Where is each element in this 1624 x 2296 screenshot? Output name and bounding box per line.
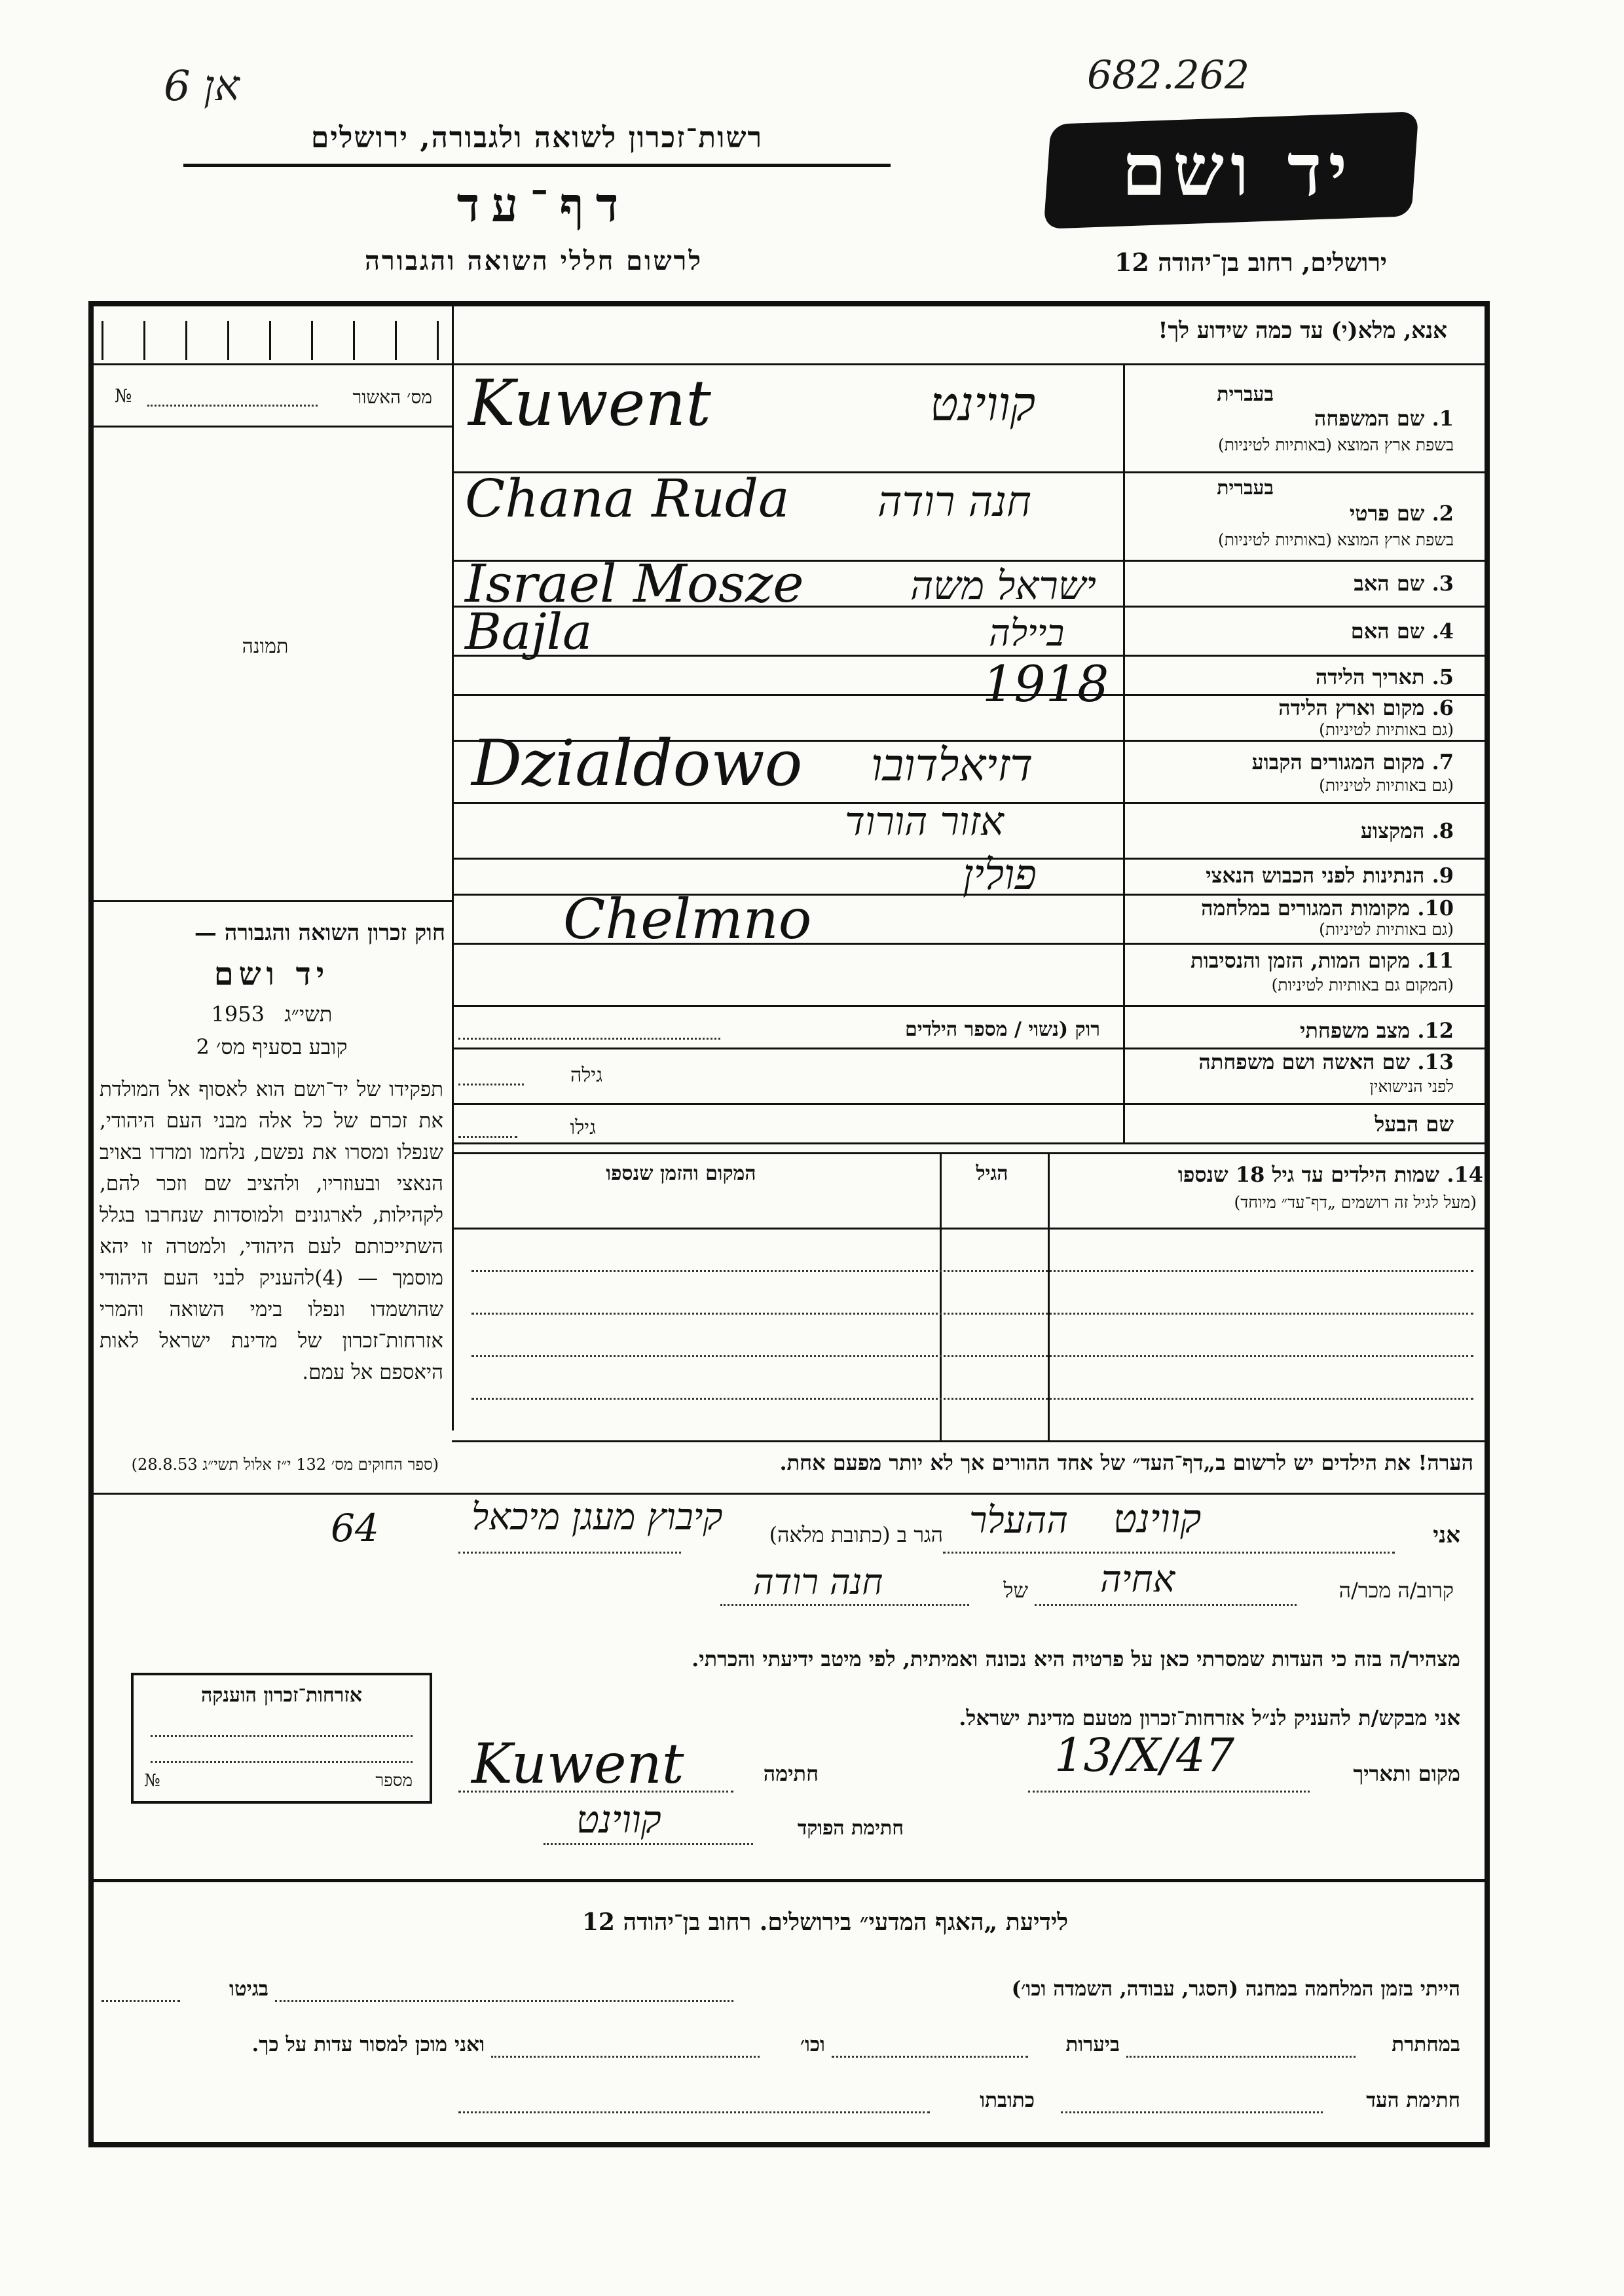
- birth-year: 1918: [982, 655, 1109, 713]
- rule: [452, 363, 1486, 365]
- field-2-label: [1133, 501, 1454, 526]
- field-7-num: 7.: [1431, 750, 1454, 774]
- children-row-line: [471, 1270, 1473, 1272]
- authority-underline: [183, 164, 891, 167]
- rule: [452, 1142, 1486, 1144]
- field-5-text: תאריך הלידה: [1315, 665, 1425, 689]
- field-9-label: [1133, 863, 1454, 888]
- witness-address-label: כתובתו: [980, 2088, 1035, 2112]
- field-3-num: 3.: [1431, 571, 1454, 596]
- of-label: של: [1003, 1578, 1028, 1603]
- field-2-hebrew-tag: בעברית: [1217, 477, 1274, 500]
- field-5-num: 5.: [1431, 665, 1454, 689]
- photo-label: תמונה: [242, 635, 289, 658]
- law-year: 1953: [211, 1002, 265, 1027]
- place-date-value: 13/X/47: [1054, 1728, 1235, 1782]
- label-column-divider: [1123, 363, 1125, 1142]
- signature-value: Kuwent: [471, 1732, 684, 1796]
- field-10-sub: (גם באותיות לטיניות): [1319, 920, 1454, 939]
- law-logo: יד ושם: [213, 956, 330, 993]
- footer-forests: ביערות: [1065, 2033, 1120, 2056]
- field-3-text: שם האב: [1354, 571, 1425, 596]
- declarant-ani: אני: [1433, 1522, 1460, 1548]
- declarant-address-number: 64: [331, 1506, 379, 1550]
- birthplace-latin: Dzialdowo: [471, 727, 803, 800]
- field-11-label: [1133, 948, 1454, 973]
- logo-text: יד ושם: [1121, 128, 1354, 212]
- officer-label: חתימת הפוקד: [797, 1817, 904, 1840]
- firstname-hebrew: חנה רודה: [877, 478, 1031, 526]
- footer-etc: וכו׳: [800, 2033, 825, 2056]
- field-9-num: 9.: [1431, 863, 1454, 888]
- children-label: [1051, 1162, 1483, 1187]
- field-13-sub: לפני הנישואין: [1369, 1077, 1454, 1096]
- law-title: חוק זכרון השואה והגבורה —: [194, 920, 445, 946]
- children-age-header: הגיל: [976, 1162, 1008, 1185]
- field-6-text: מקום וארץ הלידה: [1278, 695, 1425, 720]
- witness-signature-label: חתימת העד: [1366, 2088, 1460, 2112]
- reference-mark-left: 6 אן: [164, 62, 240, 111]
- field-13-num: 13.: [1417, 1049, 1454, 1074]
- husband-age-label: גילו: [570, 1116, 596, 1139]
- field-10-text: מקומות המגורים במלחמה: [1201, 896, 1411, 920]
- rule: [452, 1228, 1486, 1230]
- footer-camp-line: הייתי בזמן המלחמה במחנה (הסגר, עבודה, השמדה וכו׳): [1011, 1977, 1460, 2001]
- declarant-name-2: ההעלר: [969, 1499, 1069, 1542]
- rule: [94, 426, 452, 428]
- death-place-latin: Chelmno: [563, 887, 812, 951]
- field-4-label: [1133, 619, 1454, 644]
- relation-value: אחיה: [1100, 1558, 1175, 1601]
- field-11-sub: (המקום גם באותיות לטיניות): [1271, 975, 1454, 994]
- left-column-divider: [452, 304, 454, 1430]
- field-2-num: 2.: [1431, 501, 1454, 526]
- witness-address-dots: [458, 2111, 930, 2113]
- page-subtitle: לרשום חללי השואה והגבורה: [364, 246, 703, 276]
- field-4-text: שם האם: [1350, 619, 1425, 644]
- field-1-text: שם המשפחה: [1314, 406, 1425, 431]
- husband-age-line: [458, 1136, 517, 1138]
- children-row-line: [471, 1355, 1473, 1357]
- form-instruction: אנא, מלא(י) עד כמה שידוע לך!: [1158, 318, 1447, 344]
- field-6-label: [1133, 695, 1454, 720]
- officer-line: [544, 1843, 753, 1845]
- field-12-text: מצב משפחתי: [1300, 1018, 1411, 1043]
- declarant-address: קיבוץ מעגן מיכאל: [471, 1496, 723, 1539]
- field-10-num: 10.: [1417, 896, 1454, 920]
- footer-title: לידיעת „האגף המדעי״ בירושלים. רחוב בן־יהודה 12: [581, 1908, 1069, 1936]
- field-11-text: מקום המות, הזמן והנסיבות: [1190, 948, 1411, 973]
- surname-latin: Kuwent: [468, 367, 711, 440]
- law-body: תפקידו של יד־ושם הוא לאסוף אל המולדת את זכרם של כל אלה מבני העם היהודי, שנפלו ומסרו את נפשם, נלחמו ומרדו באויב הנאצי ובעוזריו, ולהציב שם וזכר להם, לקהילות, לארגונים ולמוסדות שנחרבו בגלל השתייכותם לעם היהודי, ולמטרה זו יהא מוסמך — (4)להעניק לבני העם היהודי שהושמדו ונפלו בימי השואה והמרי אזרחות־זכרון של מדינת ישראל לאות היאספם אל עמם.: [100, 1078, 443, 1384]
- field-8-num: 8.: [1431, 818, 1454, 843]
- of-line: [720, 1604, 969, 1606]
- officer-signature: קווינט: [576, 1797, 661, 1842]
- children-row-line: [471, 1398, 1473, 1400]
- rule: [94, 900, 452, 902]
- children-note: הערה! את הילדים יש לרשום ב„דף־העד״ של אחד ההורים אך לא יותר מפעם אחת.: [779, 1450, 1473, 1475]
- relation-label: קרוב/ה מכר/ה: [1338, 1578, 1454, 1603]
- wife-age-line: [458, 1084, 524, 1085]
- relation-line: [1035, 1604, 1297, 1606]
- signature-line: [458, 1791, 733, 1793]
- field-3-label: [1133, 571, 1454, 596]
- field-1-num: 1.: [1431, 406, 1454, 431]
- footer-ghetto-dots: [101, 2000, 180, 2002]
- footer-underground-dots: [1126, 2056, 1356, 2058]
- field-1-sub: בשפת ארץ המוצא (באותיות לטיניות): [1218, 435, 1454, 454]
- field-5-label: [1133, 665, 1454, 689]
- father-name-hebrew: ישראל משה: [910, 563, 1097, 609]
- nationality-hebrew: פולין: [963, 851, 1037, 900]
- field-1-label: [1133, 406, 1454, 431]
- citizenship-box-title: אזרחות־זכרון הוענקה: [200, 1684, 363, 1707]
- field-8-label: [1133, 818, 1454, 843]
- field-12-label: [1133, 1018, 1454, 1043]
- field-6-sub: (גם באותיות לטיניות): [1319, 720, 1454, 739]
- footer-underground: במחתרת: [1392, 2033, 1460, 2056]
- field-13-text: שם האשה ושם משפחתה: [1198, 1049, 1411, 1074]
- footer-forests-dots: [832, 2056, 1028, 2058]
- field-7-label: [1133, 750, 1454, 774]
- rule: [94, 363, 452, 365]
- surname-hebrew: קווינט: [930, 376, 1036, 431]
- footer-camp-line-dots: [275, 2000, 733, 2002]
- children-col-divider-1: [940, 1152, 942, 1440]
- field-4-num: 4.: [1431, 619, 1454, 644]
- children-count-line: [458, 1038, 720, 1040]
- declaration-statement: מצהיר/ה בזה כי העדות שמסרתי כאן על פרטיה היא נכונה ואמיתית, לפי מיטב ידיעתי והכרתי.: [692, 1647, 1460, 1671]
- signature-label: חתימה: [763, 1761, 819, 1786]
- children-sub: (מעל לגיל זה רושמים „דף־עד״ מיוחד): [1234, 1193, 1477, 1212]
- field-8-text: המקצוע: [1360, 818, 1425, 843]
- page-title: דף־עד: [456, 177, 631, 232]
- rule: [452, 1005, 1486, 1007]
- law-section: קובע בסעיף מס׳ 2: [196, 1034, 348, 1059]
- authority-name: רשות־זכרון לשואה ולגבורה, ירושלים: [310, 121, 764, 155]
- field-12-num: 12.: [1417, 1018, 1454, 1043]
- father-name-latin: Israel Mosze: [465, 553, 804, 614]
- header-address: ירושלים, רחוב בן־יהודה 12: [1115, 247, 1387, 277]
- mother-name-hebrew: ביילה: [989, 612, 1065, 655]
- rule: [452, 1152, 1486, 1154]
- approval-tick-boxes: [101, 321, 439, 360]
- field-13-label: [1133, 1049, 1454, 1074]
- rule: [452, 1103, 1486, 1105]
- birthplace-hebrew: דזיאלדובו: [871, 740, 1033, 792]
- footer-etc-dots: [491, 2056, 760, 2058]
- rule: [452, 1440, 1486, 1442]
- marital-status-options: רוק (נשוי / מספר הילדים: [904, 1018, 1100, 1041]
- field-9-text: הנתינות לפני הכבוש הנאצי: [1206, 863, 1425, 888]
- place-date-line: [1028, 1791, 1310, 1793]
- field-husband-label: שם הבעל: [1375, 1112, 1454, 1137]
- children-place-header: המקום והזמן שנספו: [606, 1162, 756, 1185]
- field-1-hebrew-tag: בעברית: [1217, 383, 1274, 406]
- field-2-sub: בשפת ארץ המוצא (באותיות לטיניות): [1218, 530, 1454, 549]
- children-col-divider-2: [1048, 1152, 1050, 1440]
- citizenship-request: אני מבקש/ת להעניק לנ״ל אזרחות־זכרון מטעם מדינת ישראל.: [959, 1705, 1460, 1730]
- field-7-sub: (גם באותיות לטיניות): [1319, 776, 1454, 795]
- citizenship-number-label: מספר: [375, 1771, 413, 1791]
- footer-rule: [94, 1879, 1486, 1882]
- of-value: חנה רודה: [753, 1561, 883, 1603]
- footer-testimony: ואני מוכן למסור עדות על כך.: [251, 2033, 485, 2056]
- rule: [452, 655, 1486, 657]
- wife-age-label: גילה: [570, 1064, 602, 1087]
- residence-hebrew: אזור הורוד: [845, 799, 1004, 845]
- address-line: [458, 1552, 681, 1554]
- field-11-num: 11.: [1417, 948, 1454, 973]
- field-6-num: 6.: [1431, 695, 1454, 720]
- resides-label: הגר ב (כתובת מלאה): [769, 1522, 943, 1547]
- children-text: שמות הילדים עד גיל 18 שנספו: [1177, 1162, 1440, 1187]
- approval-no: №: [115, 385, 132, 407]
- children-num: 14.: [1447, 1162, 1483, 1187]
- law-year-row: [98, 1002, 445, 1027]
- approval-line: [147, 405, 318, 407]
- approval-label: מס׳ האשור: [352, 386, 432, 408]
- field-7-text: מקום המגורים הקבוע: [1251, 750, 1425, 774]
- reference-number: 682.262: [1087, 52, 1250, 98]
- witness-signature-dots: [1061, 2111, 1323, 2113]
- mother-name-latin: Bajla: [465, 602, 593, 661]
- citizenship-box-line: [151, 1735, 413, 1737]
- citizenship-box-line: [151, 1761, 413, 1763]
- place-date-label: מקום ותאריך: [1353, 1761, 1460, 1786]
- declarant-line: [943, 1552, 1395, 1554]
- law-reference: (ספר החוקים מס׳ 132 י״ז אלול תשי״ג 28.8.53): [131, 1455, 439, 1474]
- law-year-he: תשי״ג: [284, 1002, 333, 1027]
- footer-ghetto: בגיטו: [229, 1977, 268, 2001]
- declarant-name: קווינט: [1113, 1496, 1202, 1542]
- firstname-latin: Chana Ruda: [465, 468, 790, 529]
- citizenship-no: №: [144, 1771, 160, 1791]
- field-2-text: שם פרטי: [1349, 501, 1425, 526]
- field-10-label: [1133, 896, 1454, 920]
- children-row-line: [471, 1313, 1473, 1315]
- rule: [94, 1493, 1486, 1495]
